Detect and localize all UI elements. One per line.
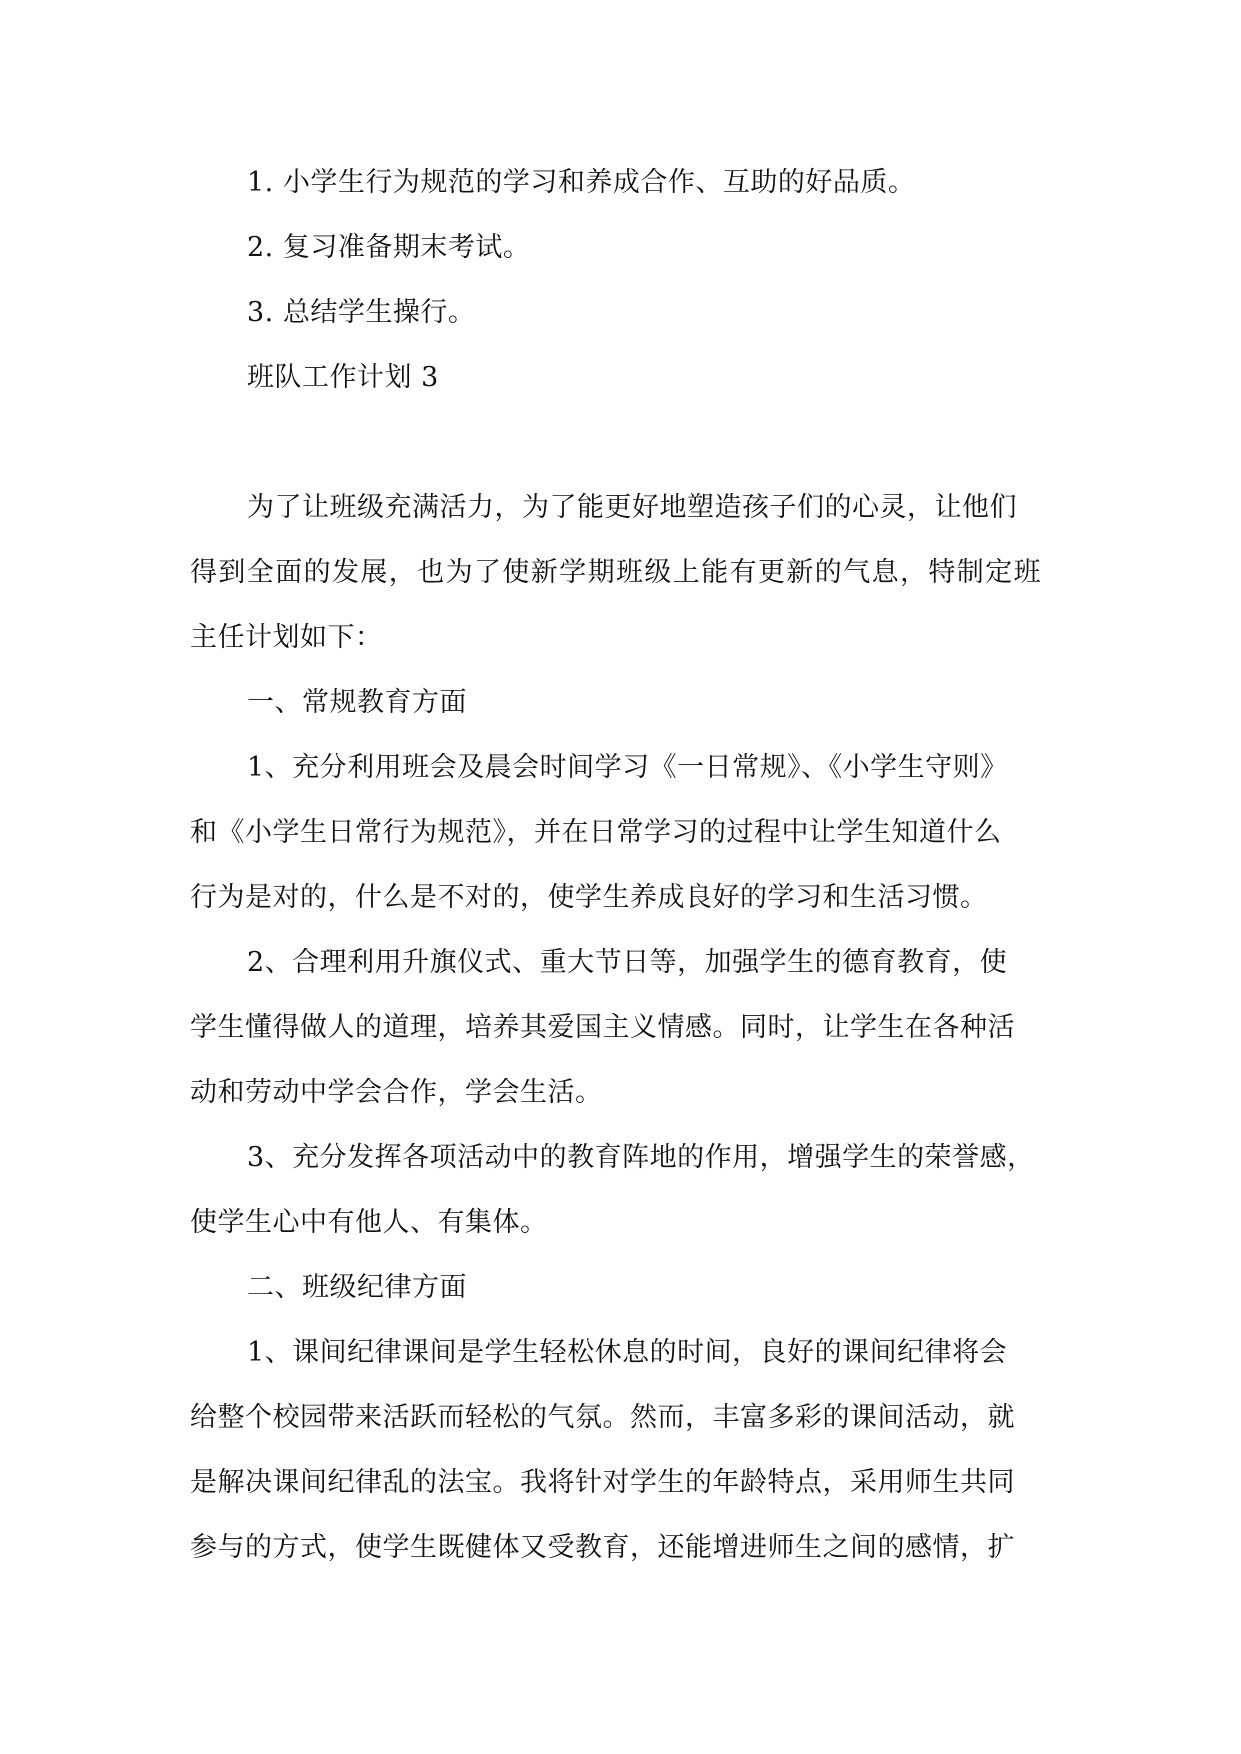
paragraph-line: 为了让班级充满活力，为了能更好地塑造孩子们的心灵，让他们 [247, 492, 1017, 523]
section-title: 班队工作计划 3 [247, 362, 439, 393]
list-item-1: 1. 小学生行为规范的学习和养成合作、互助的好品质。 [247, 167, 916, 198]
paragraph-line: 1、充分利用班会及晨会时间学习《一日常规》、《小学生守则》 [247, 752, 1008, 783]
list-item-2: 2. 复习准备期末考试。 [247, 232, 531, 263]
paragraph-line: 使学生心中有他人、有集体。 [190, 1207, 548, 1238]
paragraph-line: 行为是对的，什么是不对的，使学生养成良好的学习和生活习惯。 [190, 882, 988, 913]
section-heading: 一、常规教育方面 [247, 687, 467, 718]
paragraph-line: 2、合理利用升旗仪式、重大节日等，加强学生的德育教育，使 [247, 947, 1008, 978]
paragraph-line: 和《小学生日常行为规范》，并在日常学习的过程中让学生知道什么 [190, 817, 1002, 848]
paragraph-line: 3、充分发挥各项活动中的教育阵地的作用，增强学生的荣誉感， [247, 1142, 1035, 1173]
paragraph-line: 学生懂得做人的道理，培养其爱国主义情感。同时，让学生在各种活 [190, 1012, 1015, 1043]
paragraph-line: 参与的方式，使学生既健体又受教育，还能增进师生之间的感情，扩 [190, 1532, 1015, 1563]
paragraph-line: 主任计划如下： [190, 622, 383, 653]
paragraph-line: 动和劳动中学会合作，学会生活。 [190, 1077, 603, 1108]
paragraph-line: 1、课间纪律课间是学生轻松休息的时间，良好的课间纪律将会 [247, 1337, 1008, 1368]
paragraph-line: 得到全面的发展，也为了使新学期班级上能有更新的气息，特制定班 [190, 557, 1042, 588]
list-item-3: 3. 总结学生操行。 [247, 297, 476, 328]
paragraph-line: 给整个校园带来活跃而轻松的气氛。然而，丰富多彩的课间活动，就 [190, 1402, 1015, 1433]
section-heading: 二、班级纪律方面 [247, 1272, 467, 1303]
paragraph-line: 是解决课间纪律乱的法宝。我将针对学生的年龄特点，采用师生共同 [190, 1467, 1015, 1498]
